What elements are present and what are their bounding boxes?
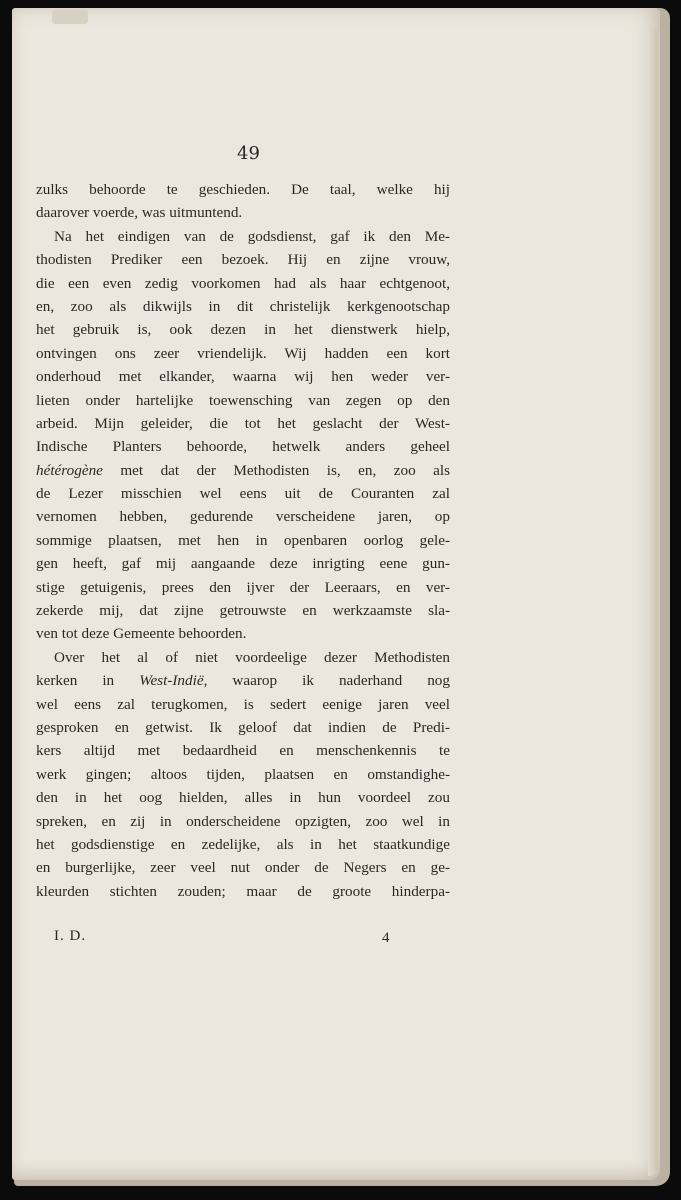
text-line: den in het oog hielden, alles in hun voordeel zou <box>36 789 450 807</box>
text-line: werk gingen; altoos tijden, plaatsen en omstandighe- <box>36 765 450 783</box>
text-line: spreken, en zij in onderscheidene opzigten, zoo wel in <box>36 812 450 830</box>
text-line: Indische Planters behoorde, hetwelk anders geheel <box>36 438 450 456</box>
text-line: arbeid. Mijn geleider, die tot het geslacht der West- <box>36 414 450 432</box>
text-line: ontvingen ons zeer vriendelijk. Wij hadden een kort <box>36 344 450 362</box>
text-line: kerken in West-Indië, waarop ik naderhand nog <box>36 672 450 690</box>
text-line: zekerde mij, dat zijne getrouwste en werkzaamste sla- <box>36 602 450 620</box>
text-line: gesproken en getwist. Ik geloof dat indien de Predi- <box>36 718 450 736</box>
text-line: lieten onder hartelijke toewensching van zegen op den <box>36 391 450 409</box>
text-line: Over het al of niet voordeelige dezer Methodisten <box>54 648 450 666</box>
text-line: daarover voerde, was uitmuntend. <box>36 204 243 222</box>
text-line: en burgerlijke, zeer veel nut onder de Negers en ge- <box>36 859 450 877</box>
text-line: Na het eindigen van de godsdienst, gaf ik den Me- <box>54 227 450 245</box>
text-line: gen heeft, gaf mij aangaande deze inrigting eene gun- <box>36 555 450 573</box>
text-line: wel eens zal terugkomen, is sedert eenige jaren veel <box>36 695 450 713</box>
paper-smudge <box>52 10 88 24</box>
signature-mark: I. D. <box>54 928 87 944</box>
page-number: 49 <box>237 143 260 164</box>
body-text <box>36 178 450 903</box>
text-line: het godsdienstige en zedelijke, als in het staatkundige <box>36 835 450 853</box>
text-line: kers altijd met bedaardheid en menschenkennis te <box>36 742 450 760</box>
text-line: kleurden stichten zouden; maar de groote hinderpa- <box>36 882 450 900</box>
text-line: de Lezer misschien wel eens uit de Couranten zal <box>36 485 450 503</box>
page-edge <box>648 26 658 1176</box>
text-line: die een even zedig voorkomen had als haar echtgenoot, <box>36 274 450 292</box>
text-line: het gebruik is, ook dezen in het dienstwerk hielp, <box>36 321 450 339</box>
text-line: vernomen hebben, gedurende verscheidene jaren, op <box>36 508 450 526</box>
text-line: stige getuigenis, prees den ijver der Leeraars, en ver- <box>36 578 450 596</box>
text-line: onderhoud met elkander, waarna wij hen weder ver- <box>36 368 450 386</box>
text-line: ven tot deze Gemeente behoorden. <box>36 625 247 643</box>
text-line: zulks behoorde te geschieden. De taal, welke hij <box>36 181 450 198</box>
text-line: hétérogène met dat der Methodisten is, en, zoo als <box>36 461 450 479</box>
gathering-number: 4 <box>382 930 390 946</box>
text-line: thodisten Prediker een bezoek. Hij en zijne vrouw, <box>36 251 450 269</box>
text-line: en, zoo als dikwijls in dit christelijk kerkgenootschap <box>36 297 450 315</box>
text-line: sommige plaatsen, met hen in openbaren oorlog gele- <box>36 531 450 549</box>
